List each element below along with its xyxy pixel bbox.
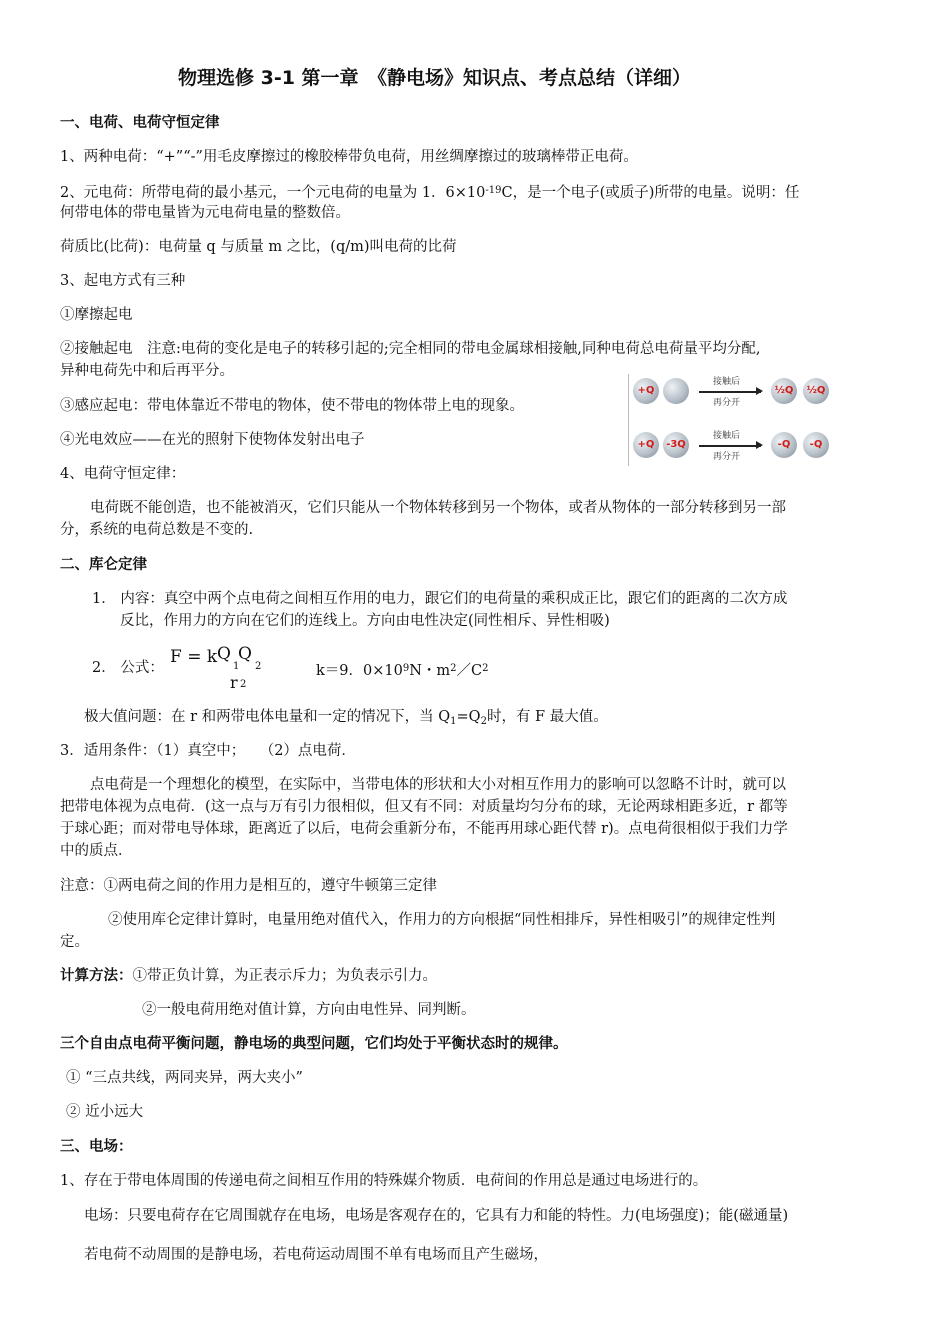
arrow-icon (699, 391, 761, 393)
paragraph: 1、存在于带电体周围的传递电荷之间相互作用的特殊媒介物质．电荷间的作用总是通过电场进行的。 (60, 1173, 708, 1189)
paragraph: 3．适用条件：（1）真空中； （2）点电荷． (60, 743, 356, 759)
paragraph: 若电荷不动周围的是静电场，若电荷运动周围不单有电场而且产生磁场， (84, 1247, 548, 1263)
charge-ball: ½Q (803, 378, 829, 404)
charge-contact-figure (628, 374, 835, 466)
paragraph: ①摩擦起电 (60, 307, 133, 323)
paragraph: 3、起电方式有三种 (60, 273, 186, 289)
paragraph: 注意：①两电荷之间的作用力是相互的，遵守牛顿第三定律 (60, 878, 437, 894)
paragraph: 4、电荷守恒定律： (60, 466, 186, 482)
paragraph: ② 近小远大 (66, 1104, 144, 1120)
coulomb-formula: F = k (170, 647, 218, 667)
charge-ball: -Q (803, 432, 829, 458)
formula-numerator: Q (217, 644, 231, 664)
paragraph: ④光电效应——在光的照射下使物体发射出电子 (60, 432, 365, 448)
paragraph: 异种电荷先中和后再平分。 (60, 363, 234, 379)
paragraph: 分，系统的电荷总数是不变的. (60, 522, 254, 538)
paragraph: ③感应起电：带电体靠近不带电的物体，使不带电的物体带上电的现象。 (60, 398, 524, 414)
arrow-label-top: 接触后 (713, 377, 741, 387)
charge-ball: +Q (633, 432, 659, 458)
paragraph: 反比，作用力的方向在它们的连线上。方向由电性决定(同性相斥、异性相吸) (120, 613, 610, 629)
paragraph: 电荷既不能创造，也不能被消灭，它们只能从一个物体转移到另一个物体，或者从物体的一部分转移到另一部 (90, 500, 786, 516)
paragraph: ②一般电荷用绝对值计算，方向由电性异、同判断。 (142, 1002, 476, 1018)
arrow-label-bottom: 再分开 (713, 398, 741, 408)
paragraph: 何带电体的带电量皆为元电荷电量的整数倍。 (60, 205, 350, 221)
paragraph: 计算方法：①带正负计算，为正表示斥力；为负表示引力。 (60, 968, 437, 984)
bold-statement: 三个自由点电荷平衡问题，静电场的典型问题，它们均处于平衡状态时的规律。 (60, 1036, 568, 1052)
paragraph: 把带电体视为点电荷．(这一点与万有引力很相似，但又有不同：对质量均匀分布的球，无论两球相距多近，r 都等 (60, 799, 788, 815)
paragraph: ②使用库仑定律计算时，电量用绝对值代入，作用力的方向根据“同性相排斥，异性相吸引”的规律定性判 (108, 912, 776, 928)
section-heading-3: 三、电场： (60, 1139, 133, 1155)
section-heading-1: 一、电荷、电荷守恒定律 (60, 115, 220, 131)
paragraph: 1、两种电荷：“+”“-”用毛皮摩擦过的橡胶棒带负电荷，用丝绸摩擦过的玻璃棒带正电荷。 (60, 149, 638, 165)
coulomb-constant: k＝9．$0\times 10^9N$・$m^2/C^2$ (316, 663, 489, 679)
formula-sub: 2 (255, 661, 262, 672)
paragraph: 电场：只要电荷存在它周围就存在电场，电场是客观存在的，它具有力和能的特性。力(电场强度)；能(磁通量) (84, 1208, 789, 1224)
paragraph: ②接触起电 注意:电荷的变化是电子的转移引起的;完全相同的带电金属球相接触,同种电荷总电荷量平均分配, (60, 341, 761, 357)
arrow-icon (699, 445, 761, 447)
paragraph: 定。 (60, 934, 89, 950)
section-heading-2: 二、库仑定律 (60, 557, 147, 573)
charge-ball: -3Q (663, 432, 689, 458)
charge-ball: +Q (633, 378, 659, 404)
paragraph: 中的质点． (60, 843, 133, 859)
paragraph: 于球心距；而对带电导体球，距离近了以后，电荷会重新分布，不能再用球心距代替 r)。点电荷很相似于我们力学 (60, 821, 788, 837)
paragraph: 荷质比(比荷)：电荷量 q 与质量 m 之比，(q/m)叫电荷的比荷 (60, 239, 457, 255)
formula-denominator: r (230, 673, 238, 692)
paragraph: 点电荷是一个理想化的模型，在实际中，当带电体的形状和大小对相互作用力的影响可以忽略不计时，就可以 (90, 777, 786, 793)
arrow-label-top: 接触后 (713, 431, 741, 441)
paragraph: 2、元电荷：所带电荷的最小基元，一个元电荷的电量为 1．$6\times 10^{-19}C$，是一个电子(或质子)所带的电量。说明：任 (60, 185, 800, 201)
paragraph: 1． 内容：真空中两个点电荷之间相互作用的电力，跟它们的电荷量的乘积成正比，跟它们的距离的二次方成 (92, 591, 788, 607)
charge-ball: -Q (771, 432, 797, 458)
formula-denominator-exp: 2 (240, 679, 247, 690)
formula-sub: 1 (233, 661, 240, 672)
formula-label: 2． 公式： (92, 660, 164, 676)
paragraph: ① “三点共线，两同夹异，两大夹小” (66, 1070, 303, 1086)
charge-ball (663, 378, 689, 404)
charge-ball: ½Q (771, 378, 797, 404)
paragraph: 极大值问题：在 r 和两带电体电量和一定的情况下，当 $Q_1=Q_2$时，有 F 最大值。 (84, 709, 608, 727)
page-title: 物理选修 3-1 第一章 《静电场》知识点、考点总结（详细） (178, 67, 692, 89)
arrow-label-bottom: 再分开 (713, 452, 741, 462)
formula-numerator: Q (238, 644, 252, 664)
